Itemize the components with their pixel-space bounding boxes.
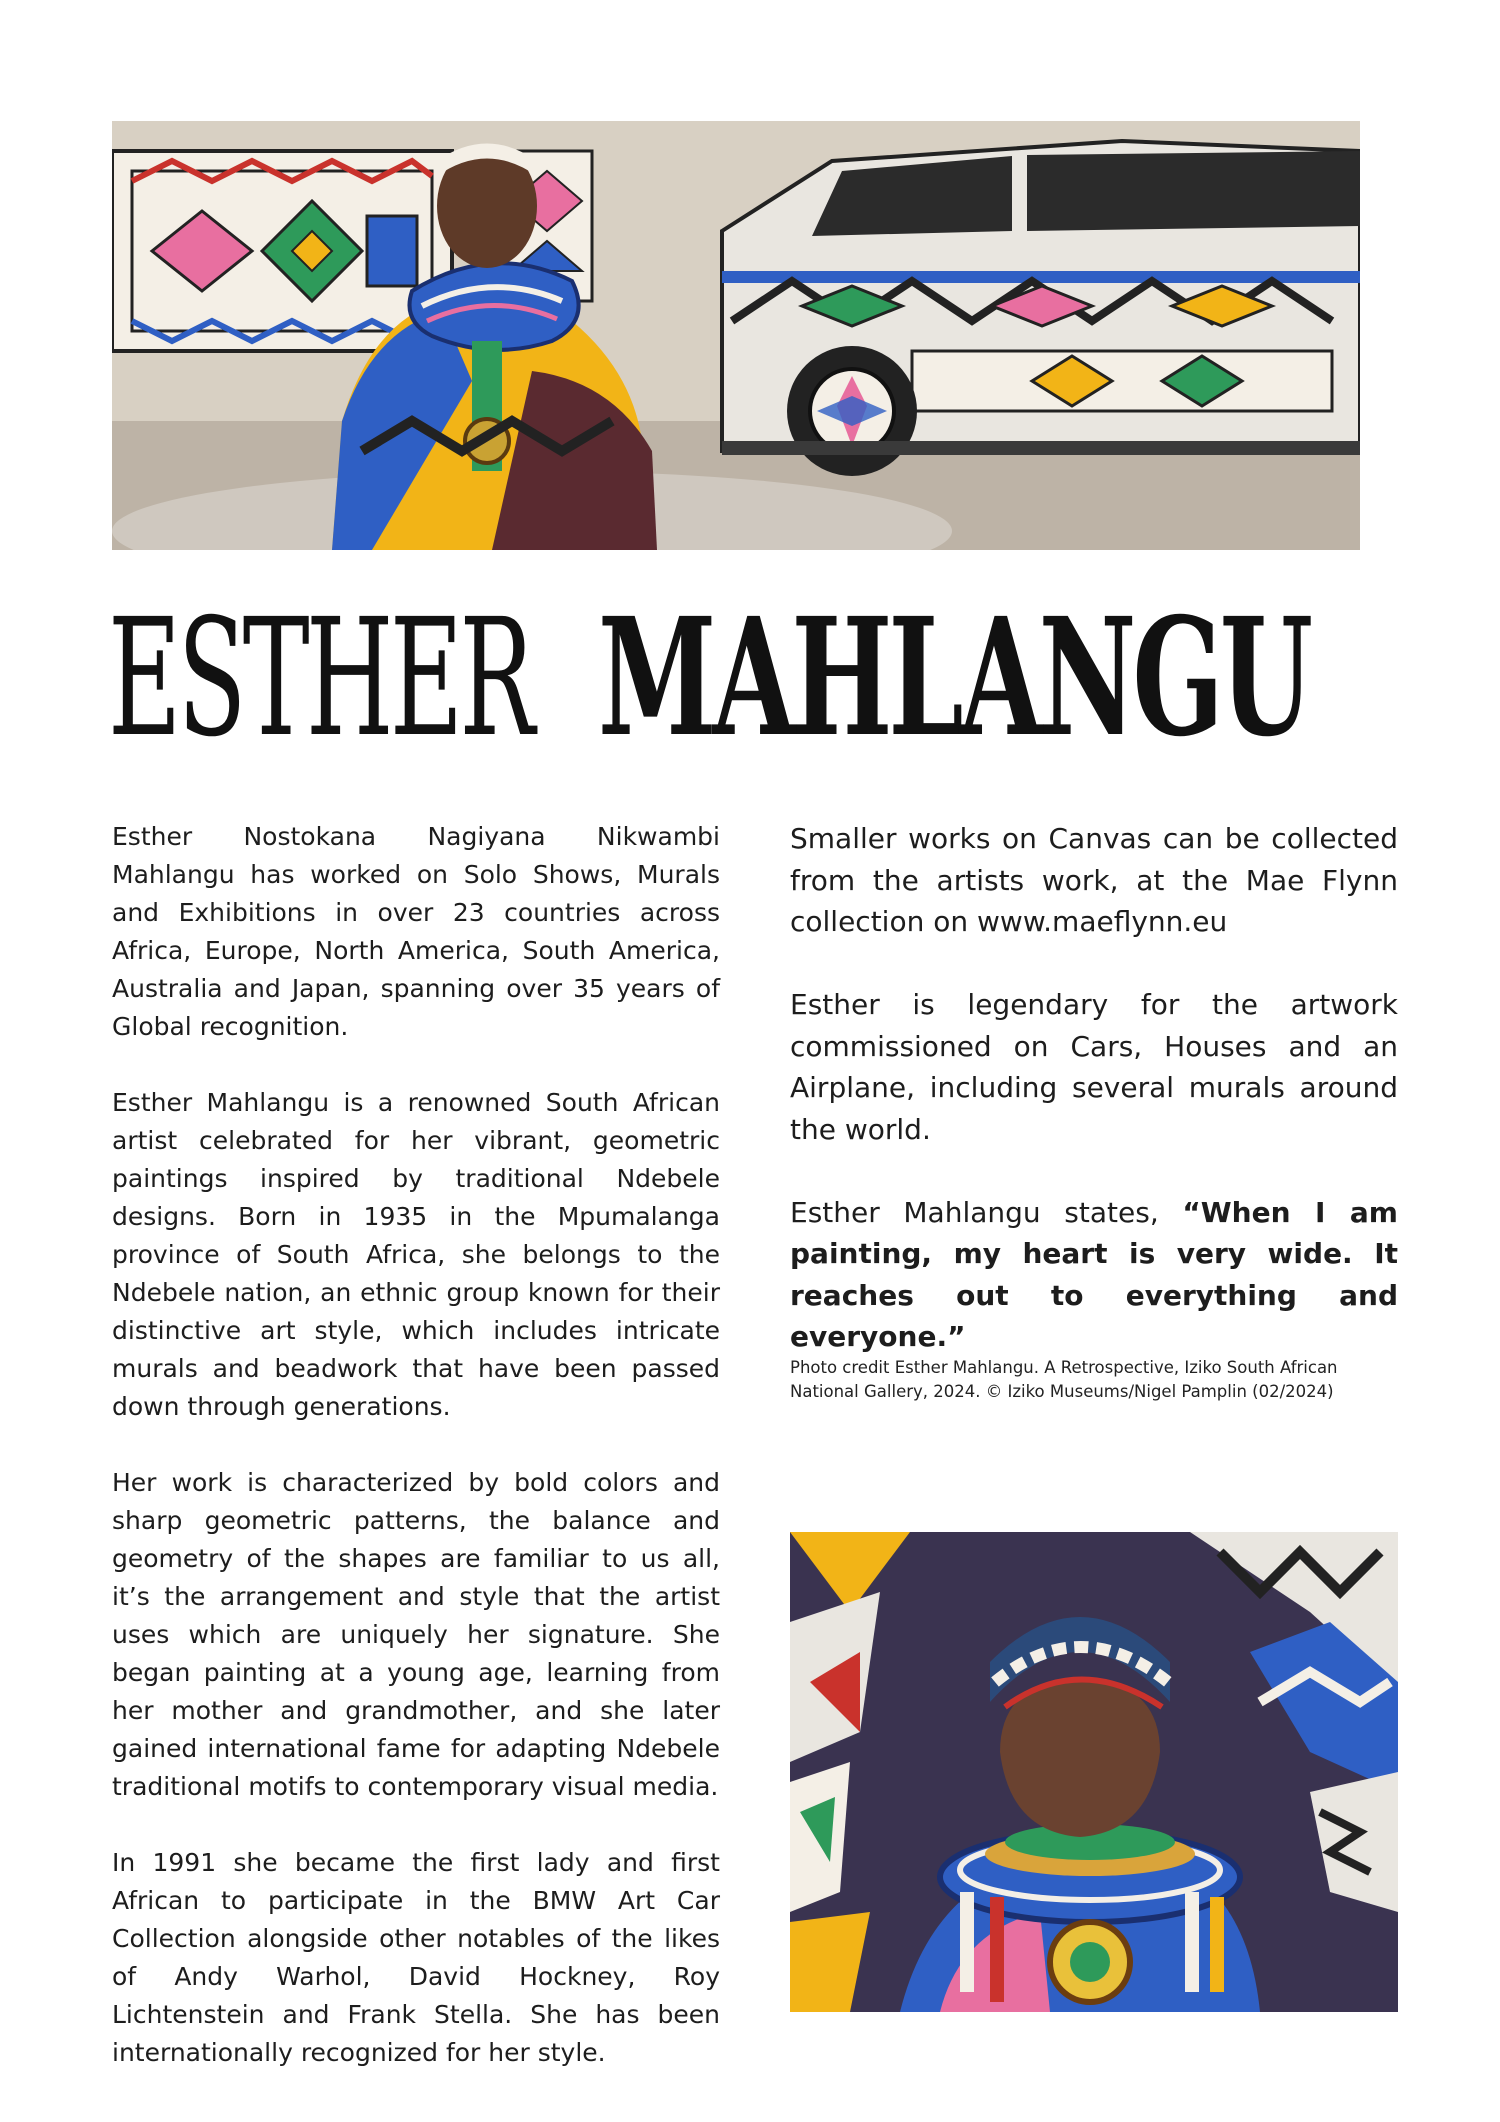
page-title bbox=[108, 583, 1368, 773]
collection-paragraph: Smaller works on Canvas can be collected from the artists work, at the Mae Flynn collection on www.maeflynn.eu bbox=[790, 822, 1398, 938]
quote-lead: Esther Mahlangu states, bbox=[790, 1195, 1183, 1229]
bio-paragraph-2: Esther Mahlangu is a renowned South African artist celebrated for her vibrant, geometric paintings inspired by traditional Ndebele designs. Born in 1935 in the Mpumalanga province of South Africa, she belongs to the Ndebele nation, an ethnic group known for their distinctive art style, which includes intricate murals and beadwork that have been passed down through generations. bbox=[112, 1088, 720, 1421]
artist-quote: “When I am painting, my heart is very wide. It reaches out to everything and everyone.” bbox=[790, 1195, 1398, 1353]
legacy-paragraph: Esther is legendary for the artwork commissioned on Cars, Houses and an Airplane, including several murals around the world. bbox=[790, 988, 1398, 1146]
bio-paragraph-4: In 1991 she became the first lady and first African to participate in the BMW Art Car Collection alongside other notables of the likes of Andy Warhol, David Hockney, Roy Lichtenstein and Frank Stella. She has been internationally recognized for her style. bbox=[112, 1848, 720, 2067]
quote-paragraph bbox=[790, 1192, 1398, 1358]
hero-photo-illustration bbox=[112, 121, 1360, 550]
title-first-name: ESTHER bbox=[108, 585, 532, 773]
bmw-art-car bbox=[722, 141, 1360, 476]
left-column bbox=[112, 818, 720, 2110]
portrait-photo bbox=[790, 1532, 1398, 2012]
bio-paragraph-3: Her work is characterized by bold colors and sharp geometric patterns, the balance and geometry of the shapes are familiar to us all, it’s the arrangement and style that the artist uses which are uniquely her signature. She began painting at a young age, learning from her mother and grandmother, and she later gained international fame for adapting Ndebele traditional motifs to contemporary visual media. bbox=[112, 1468, 720, 1801]
right-column bbox=[790, 818, 1398, 1399]
title-last-name: MAHLANGU bbox=[598, 583, 1310, 773]
bio-paragraph-1: Esther Nostokana Nagiyana Nikwambi Mahlangu has worked on Solo Shows, Murals and Exhibitions in over 23 countries across Africa, Europe, North America, South America, Australia and Japan, spanning over 35 years of Global recognition. bbox=[112, 822, 720, 1041]
hero-photo bbox=[112, 121, 1360, 550]
photo-credit: Photo credit Esther Mahlangu. A Retrospective, Iziko South African National Gallery, 2024. © Iziko Museums/Nigel Pamplin (02/2024) bbox=[790, 1358, 1338, 1401]
portrait-photo-illustration bbox=[790, 1532, 1398, 2012]
